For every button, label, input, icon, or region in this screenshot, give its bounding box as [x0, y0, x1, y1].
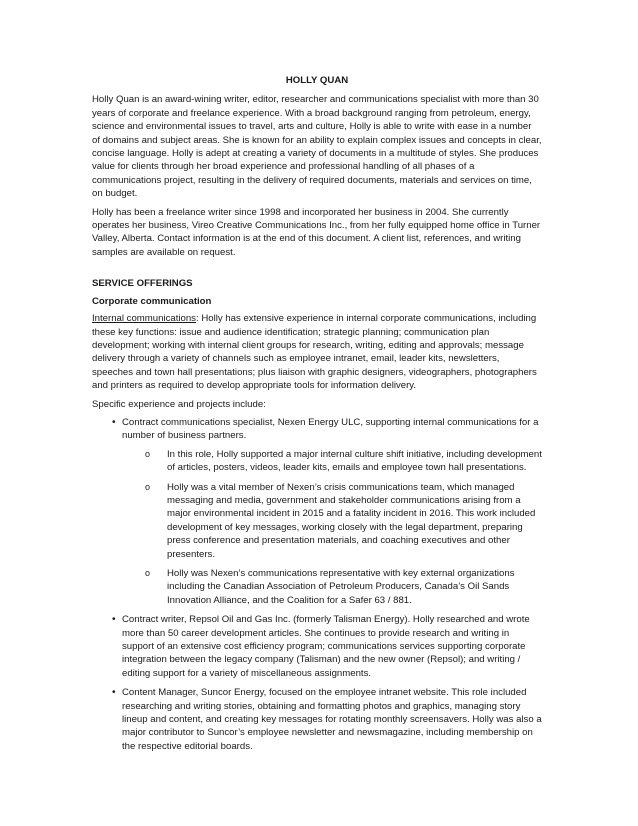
list-item-repsol [92, 613, 542, 680]
sub-list-item-text: Holly was a vital member of Nexen’s crisis communications team, which managed messaging and media, government and stakeholder communications arising from a major environmental incident in 2015 and a fatality incident in 2016. This work included development of key messages, working closely with the legal department, preparing press conference and presentation materials, and coaching executives and other presenters. [167, 481, 536, 560]
sub-list-item [122, 448, 542, 475]
internal-communications-text: : Holly has extensive experience in internal corporate communications, including these key functions: issue and audience identification; strategic planning; communication plan development; working with internal client groups for research, writing, editing and approvals; message delivery through a variety of channels such as employee intranet, email, leader kits, newsletters, speeches and town hall presentations; plus liaison with graphic designers, videographers, photographers and printers as required to develop appropriate tools for information delivery. [92, 313, 537, 392]
specific-experience-intro: Specific experience and projects include: [92, 398, 266, 410]
internal-communications-label: Internal communications [92, 313, 196, 325]
intro-paragraph-1: Holly Quan is an award-wining writer, editor, researcher and communications specialist with more than 30 years of corporate and freelance experience. With a broad background ranging from petroleum, energy, science and environmental issues to travel, arts and culture, Holly is able to write with ease in a number of domains and subject areas. She is known for an ability to explain complex issues and concepts in clear, concise language. Holly is adept at creating a variety of documents in a multitude of styles. She produces value for clients through her broad experience and professional handling of all phases of a communications project, resulting in the delivery of required documents, materials and services on time, on budget. [92, 94, 542, 200]
list-item-text: Contract communications specialist, Nexen Energy ULC, supporting internal communications for a number of business partners. [122, 416, 539, 442]
document-body [92, 74, 542, 759]
list-item-text: Contract writer, Repsol Oil and Gas Inc. (formerly Talisman Energy). Holly researched and wrote more than 50 career development articles. She continues to provide research and writing in support of an extensive cost efficiency program; communications services supporting corporate integration between the legacy company (Talisman) and the new owner (Repsol); and writing / editing support for a variety of miscellaneous assignments. [122, 614, 530, 679]
sub-bullet-icon: o [145, 481, 151, 492]
section-heading-service-offerings: SERVICE OFFERINGS [92, 278, 193, 290]
nexen-sub-list [122, 448, 542, 607]
bullet-icon: • [112, 614, 116, 626]
subsection-heading-corporate-communication: Corporate communication [92, 295, 212, 307]
sub-bullet-icon: o [145, 568, 151, 578]
list-item-text: Content Manager, Suncor Energy, focused on the employee intranet website. This role included researching and writing stories, obtaining and formatting photos and graphics, managing story lineup and content, and creating key messages for rotating monthly screensavers. Holly was also a major contributor to Suncor’s employee newsletter and newsmagazine, including membership on the respective editorial boards. [122, 687, 542, 752]
intro-paragraph-2: Holly has been a freelance writer since 1998 and incorporated her business in 2004. She currently operates her business, Vireo Creative Communications Inc., from her fully equipped home office in Turner Valley, Alberta. Contact information is at the end of this document. A client list, references, and writing samples are available on request. [92, 206, 541, 258]
document-title: HOLLY QUAN [285, 75, 349, 86]
experience-list [92, 416, 542, 753]
sub-list-item [122, 567, 542, 607]
sub-list-item [122, 481, 542, 561]
list-item-nexen [92, 416, 542, 607]
list-item-suncor [92, 686, 542, 753]
bullet-icon: • [112, 687, 116, 699]
internal-communications-paragraph [92, 312, 542, 392]
sub-bullet-icon: o [145, 448, 151, 459]
sub-list-item-text: In this role, Holly supported a major internal culture shift initiative, including development of articles, posters, videos, leader kits, emails and employee town hall presentations. [167, 448, 542, 474]
sub-list-item-text: Holly was Nexen’s communications representative with key external organizations including the Canadian Association of Petroleum Producers, Canada’s Oil Sands Innovation Alliance, and the Coalition for a Safer 63 / 881. [167, 568, 515, 606]
bullet-icon: • [112, 416, 116, 428]
